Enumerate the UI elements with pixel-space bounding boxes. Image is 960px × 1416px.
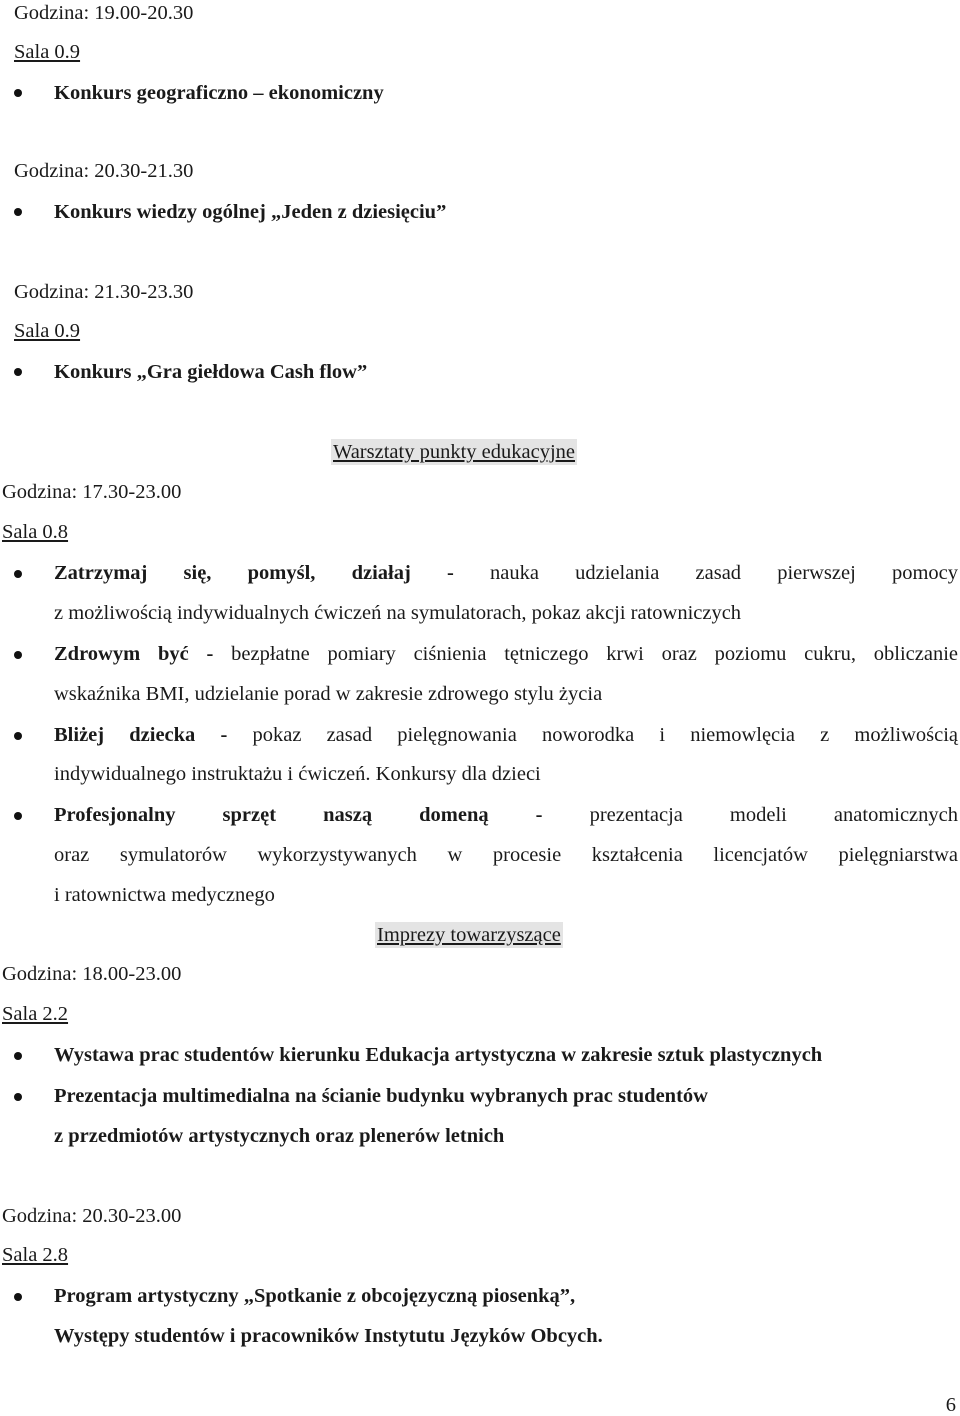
time-label: Godzina: 20.30-23.00 xyxy=(2,1205,182,1227)
bullet-icon xyxy=(14,1052,22,1060)
item-text: i ratownictwa medycznego xyxy=(54,884,275,906)
time-label: Godzina: 17.30-23.00 xyxy=(2,481,182,503)
room-label: Sala 2.8 xyxy=(2,1244,69,1266)
item-title: Profesjonalny sprzęt naszą domeną - xyxy=(54,804,543,826)
bullet-icon xyxy=(14,1293,22,1301)
item-text: z możliwością indywidualnych ćwiczeń na symulatorach, pokaz akcji ratowniczych xyxy=(54,602,742,624)
bullet-icon xyxy=(14,651,22,659)
list-item: Konkurs „Gra giełdowa Cash flow” xyxy=(54,361,368,383)
bullet-icon xyxy=(14,812,22,820)
list-item xyxy=(54,723,958,747)
list-item-continuation: z przedmiotów artystycznych oraz plenerów letnich xyxy=(54,1125,505,1147)
list-item: Konkurs geograficzno – ekonomiczny xyxy=(54,82,384,104)
list-item xyxy=(54,642,958,666)
bullet-icon xyxy=(14,1093,22,1101)
room-label: Sala 0.9 xyxy=(14,320,81,342)
list-item xyxy=(54,561,958,585)
bullet-icon xyxy=(14,368,22,376)
list-item: Program artystyczny „Spotkanie z obcojęzyczną piosenką”, xyxy=(54,1285,576,1307)
item-title: Bliżej dziecka - xyxy=(54,724,228,746)
list-item xyxy=(54,803,958,827)
item-title: Zatrzymaj się, pomyśl, działaj - xyxy=(54,562,454,584)
room-label: Sala 0.9 xyxy=(14,41,81,63)
item-text: wskaźnika BMI, udzielanie porad w zakresie zdrowego stylu życia xyxy=(54,683,603,705)
time-label: Godzina: 20.30-21.30 xyxy=(14,160,194,182)
list-item: Wystawa prac studentów kierunku Edukacja artystyczna w zakresie sztuk plastycznych xyxy=(54,1044,823,1066)
list-item-continuation: Występy studentów i pracowników Instytutu Języków Obcych. xyxy=(54,1325,603,1347)
bullet-icon xyxy=(14,570,22,578)
item-text: pokaz zasad pielęgnowania noworodka i niemowlęcia z możliwością xyxy=(252,724,958,746)
item-text: oraz symulatorów wykorzystywanych w procesie kształcenia licencjatów pielęgniarstwa xyxy=(54,844,958,866)
time-label: Godzina: 21.30-23.30 xyxy=(14,281,194,303)
bullet-icon xyxy=(14,208,22,216)
bullet-icon xyxy=(14,89,22,97)
page-number: 6 xyxy=(945,1394,956,1416)
item-text: prezentacja modeli anatomicznych xyxy=(589,804,959,826)
item-text: nauka udzielania zasad pierwszej pomocy xyxy=(489,562,959,584)
item-text: bezpłatne pomiary ciśnienia tętniczego krwi oraz poziomu cukru, obliczanie xyxy=(231,643,959,665)
item-text: indywidualnego instruktażu i ćwiczeń. Konkursy dla dzieci xyxy=(54,763,541,785)
section-heading: Warsztaty punkty edukacyjne xyxy=(333,441,575,463)
list-item: Prezentacja multimedialna na ścianie budynku wybranych prac studentów xyxy=(54,1085,708,1107)
bullet-icon xyxy=(14,732,22,740)
time-label: Godzina: 18.00-23.00 xyxy=(2,963,182,985)
item-title: Zdrowym być - xyxy=(54,643,214,665)
section-heading: Imprezy towarzyszące xyxy=(377,924,561,946)
room-label: Sala 2.2 xyxy=(2,1003,69,1025)
room-label: Sala 0.8 xyxy=(2,521,69,543)
list-item: Konkurs wiedzy ogólnej „Jeden z dziesięciu” xyxy=(54,201,447,223)
time-label: Godzina: 19.00-20.30 xyxy=(14,2,194,24)
